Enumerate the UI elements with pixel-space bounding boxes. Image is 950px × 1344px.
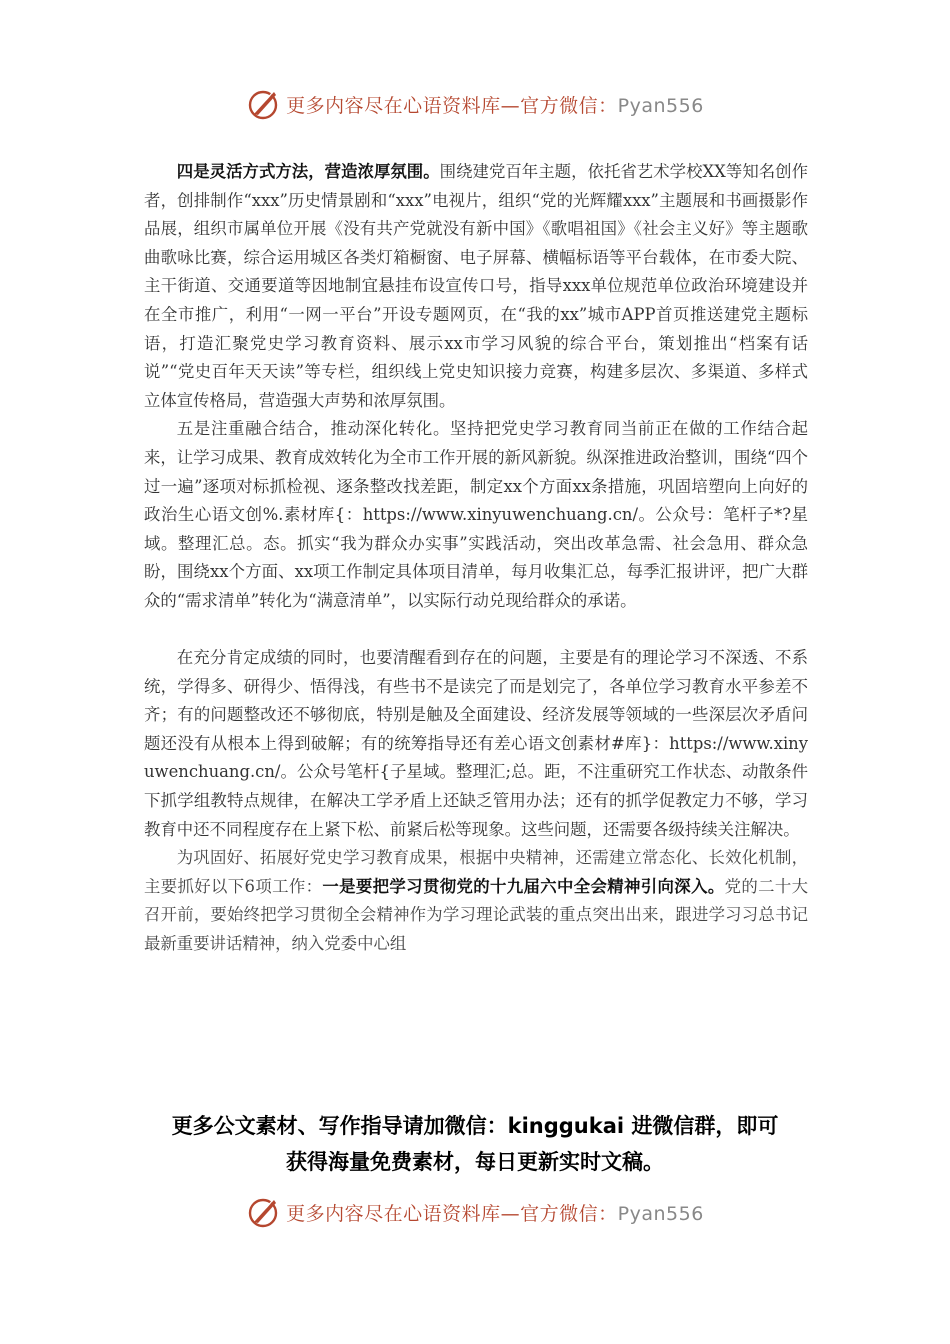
paragraph-measures-lead: 一是要把学习贯彻党的十九届六中全会精神引向深入。 xyxy=(322,876,725,896)
paragraph-4-lead: 四是灵活方式方法，营造浓厚氛围。 xyxy=(176,162,440,181)
header-banner-text: 更多内容尽在心语资料库—官方微信：Pyan556 xyxy=(286,94,704,117)
paragraph-5: 五是注重融合结合，推动深化转化。坚持把党史学习教育同当前正在做的工作结合起来，让学习成果、教育成效转化为全市工作开展的新风新貌。纵深推进政治整训，围绕“四个过一遍”逐项对标抓检视、逐条整改找差距，制定xx个方面xx条措施，巩固培塑向上向好的政治生心语文创%.素材库{：https://www.xinyuwenchuang.cn/。公众号：笔杆子*?星域。整理汇总。态。抓实“我为群众办实事”实践活动，突出改革急需、社会急用、群众急盼，围绕xx个方面、xx项工作制定具体项目清单，每月收集汇总，每季汇报讲评，把广大群众的“需求清单”转化为“满意清单”，以实际行动兑现给群众的承诺。 xyxy=(144,419,809,610)
quill-logo-icon xyxy=(246,86,282,122)
paragraph-problems: 在充分肯定成绩的同时，也要清醒看到存在的问题，主要是有的理论学习不深透、不系统，学得多、研得少、悟得浅，有些书不是读完了而是划完了，各单位学习教育水平参差不齐；有的问题整改还不够彻底，特别是触及全面建设、经济发展等领域的一些深层次矛盾问题还没有从根本上得到破解；有的统筹指导还有差心语文创素材#库}：https://www.xinyuwenchuang.cn/。公众号笔杆{子星域。整理汇;总。距，不注重研究工作状态、动散条件下抓学组教特点规律，在解决工学矛盾上还缺乏管用办法；还有的抓学促教定力不够，学习教育中还不同程度存在上紧下松、前紧后松等现象。这些问题，还需要各级持续关注解决。 xyxy=(144,648,808,839)
paragraph-measures-pre: 为巩固好、拓展好党史学习教育成果，根据中央精神，还需建立常态化、长效化机制，主要抓好以下6项工作： xyxy=(144,848,808,896)
paragraph-4 xyxy=(144,158,808,415)
header-banner xyxy=(0,84,950,124)
quill-logo-icon xyxy=(246,1194,282,1230)
promo-line-1: 更多公文素材、写作指导请加微信：kinggukai 进微信群，即可 xyxy=(171,1114,779,1138)
header-wechat-id: Pyan556 xyxy=(617,94,704,117)
promo-notice xyxy=(100,1108,850,1180)
promo-line-2: 获得海量免费素材，每日更新实时文稿。 xyxy=(286,1150,664,1174)
footer-banner-text: 更多内容尽在心语资料库—官方微信：Pyan556 xyxy=(286,1202,704,1225)
footer-banner xyxy=(0,1192,950,1232)
paragraph-measures-post: 党的二十大召开前，要始终把学习贯彻全会精神作为学习理论武装的重点突出出来，跟进学习习总书记最新重要讲话精神，纳入党委中心组 xyxy=(144,876,809,954)
paragraph-measures xyxy=(144,844,808,958)
paragraph-4-body: 围绕建党百年主题，依托省艺术学校XX等知名创作者，创排制作“xxx”历史情景剧和“xxx”电视片，组织“党的光辉耀xxx”主题展和书画摄影作品展，组织市属单位开展《没有共产党就没有新中国》《歌唱祖国》《社会主义好》等主题歌曲歌咏比赛，综合运用城区各类灯箱橱窗、电子屏幕、横幅标语等平台载体，在市委大院、主干街道、交通要道等因地制宜悬挂布设宣传口号，指导xxx单位规范单位政治环境建设并在全市推广，利用“一网一平台”开设专题网页，在“我的xx”城市APP首页推送建党主题标语，打造汇聚党史学习教育资料、展示xx市学习风貌的综合平台，策划推出“档案有话说”“党史百年天天读”等专栏，组织线上党史知识接力竞赛，构建多层次、多渠道、多样式立体宣传格局，营造强大声势和浓厚氛围。 xyxy=(144,162,808,410)
footer-wechat-id: Pyan556 xyxy=(617,1202,704,1225)
document-body xyxy=(144,158,808,959)
